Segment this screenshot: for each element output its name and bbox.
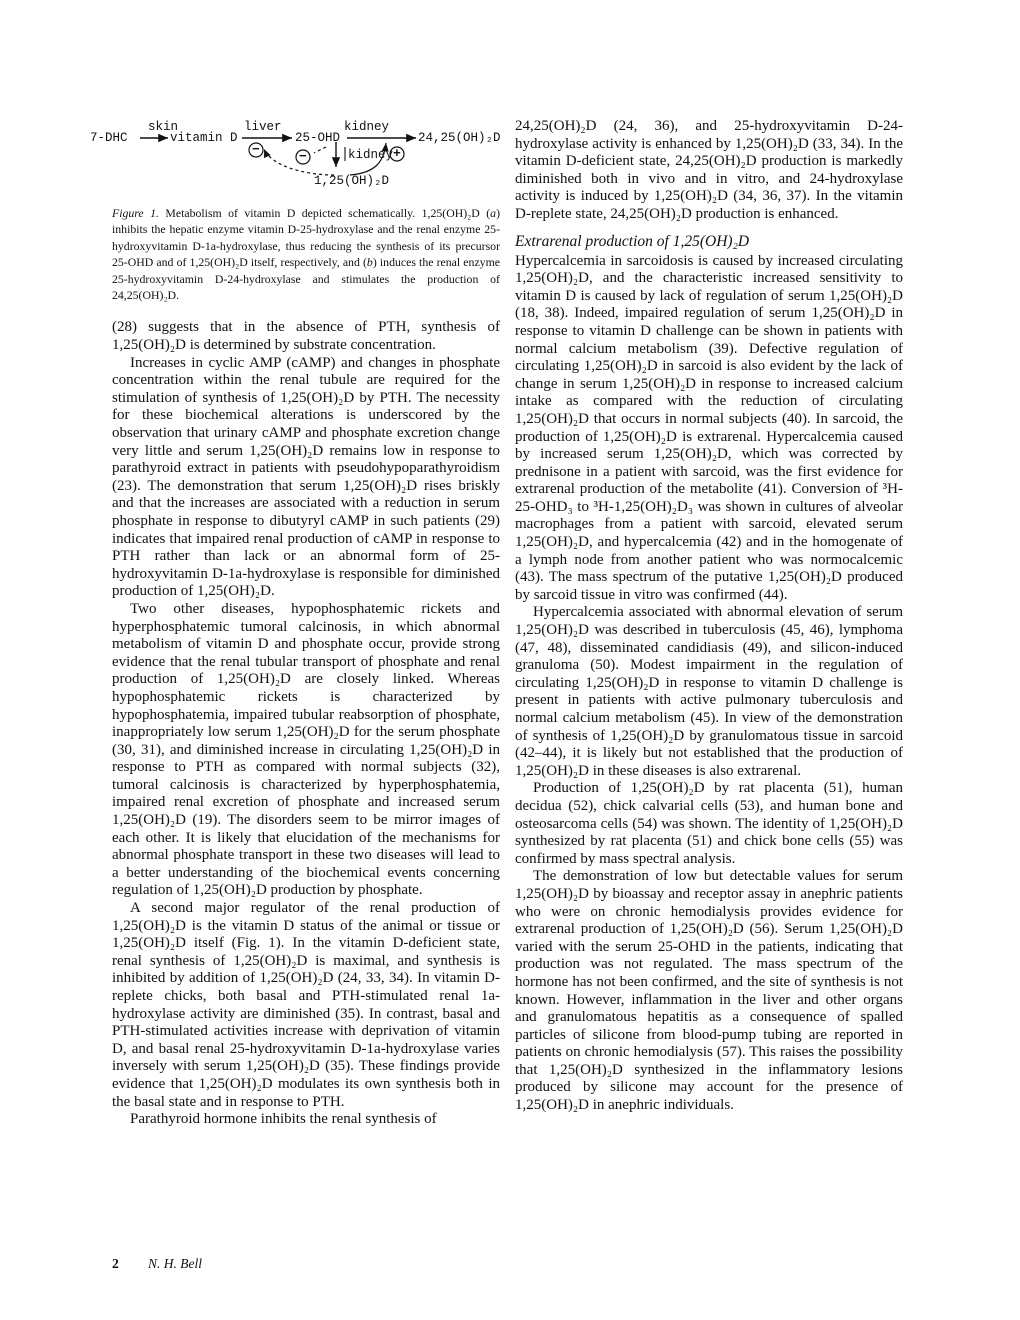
figure-1 — [90, 117, 501, 205]
caption-text: ) induces the renal enzyme 25-hydroxyvitamin D-24-hydroxylase and stimulates the production of 24,25(OH)₂D. — [112, 255, 500, 303]
label-24-25-oh2d: 24,25(OH)₂D — [418, 131, 501, 145]
minus-sign-kidney: − — [299, 149, 307, 164]
caption-label: Figure 1. — [112, 206, 159, 220]
label-liver: liver — [244, 120, 282, 134]
right-column — [515, 118, 903, 1115]
paragraph: Hypercalcemia in sarcoidosis is caused by increased circulating 1,25(OH)₂D, and the characteristic increased sensitivity to vitamin D is caused by lack of regulation of serum 1,25(OH)₂D (18, 38). Indeed, impaired regulation of serum 1,25(OH)₂D in response to vitamin D challenge can be shown in patients with normal calcium metabolism (39). Defective regulation of circulating 1,25(OH)₂D in sarcoid is also evident by the lack of change in serum 1,25(OH)₂D in response to increased calcium intake as compared with the reduction of circulating 1,25(OH)₂D that occurs in normal subjects (40). In sarcoid, the production of 1,25(OH)₂D is extrarenal. Hypercalcemia caused by increased serum 1,25(OH)₂D, which was corrected by prednisone in a patient with sarcoid, was the first evidence for extrarenal production of the metabolite (41). Conversion of ³H-25-OHD₃ to ³H-1,25(OH)₂D₃ was shown in cultures of alveolar macrophages from a patient with sarcoid, elevated serum 1,25(OH)₂D, and hypercalcemia (42) and in the homogenate of a lymph node from another patient who was normocalcemic (43). The mass spectrum of the putative 1,25(OH)₂D produced by sarcoid tissue in vitro was confirmed (44). — [515, 252, 903, 603]
label-1-25-oh2d: 1,25(OH)₂D — [314, 174, 390, 188]
page-number: 2 — [112, 1256, 119, 1271]
figure-caption — [112, 205, 500, 303]
paragraph: Two other diseases, hypophosphatemic rickets and hyperphosphatemic tumoral calcinosis, in which abnormal metabolism of vitamin D and phosphate occur, provide strong evidence that the renal tubular transport of phosphate and renal production of 1,25(OH)₂D are closely linked. Whereas hypophosphatemic rickets is characterized by hypophosphatemia, impaired tubular reabsorption of phosphate, inappropriately low serum 1,25(OH)₂D for the serum phosphate (30, 31), and diminished increase in circulating 1,25(OH)₂D in response to PTH as compared with normal subjects (32), tumoral calcinosis is characterized by hyperphosphatemia, impaired renal excretion of phosphate and increased serum 1,25(OH)₂D (19). The disorders seem to be mirror images of each other. It is likely that elucidation of the mechanisms for abnormal phosphate transport in these two diseases will lead to a better understanding of the biochemical events concerning regulation of 1,25(OH)₂D production by phosphate. — [112, 600, 500, 899]
page-footer — [112, 1256, 202, 1272]
caption-text: Metabolism of vitamin D depicted schematically. — [158, 206, 416, 220]
minus-sign-liver: − — [252, 142, 260, 157]
plus-sign: + — [393, 146, 401, 161]
left-column — [90, 117, 501, 1129]
paragraph: 24,25(OH)₂D (24, 36), and 25-hydroxyvitamin D-24-hydroxylase activity is enhanced by 1,25(OH)₂D (33, 34). In the vitamin D-deficient state, 24,25(OH)₂D production is markedly diminished both in vivo and in vitro, and 24-hydroxylase activity is induced by 1,25(OH)₂D (34, 36, 37). In the vitamin D-replete state, 24,25(OH)₂D production is enhanced. — [515, 118, 903, 222]
paragraph: Parathyroid hormone inhibits the renal synthesis of — [130, 1111, 437, 1128]
paragraph: (28) suggests that in the absence of PTH, synthesis of 1,25(OH)₂D is determined by substrate concentration. — [112, 319, 500, 354]
caption-text: a — [490, 206, 497, 220]
running-author: N. H. Bell — [148, 1256, 202, 1271]
caption-text: ) inhibits the hepatic enzyme vitamin D-25-hydroxylase and the renal enzyme 25-hydroxyvitamin D-1a-hydroxylase, thus reducing the synthesis of its precursor 25-OHD and of 1,25(OH)₂D itself, respectively, and ( — [112, 206, 500, 270]
paragraph: A second major regulator of the renal production of 1,25(OH)₂D is the vitamin D status of the animal or tissue or 1,25(OH)₂D itself (Fig. 1). In the vitamin D-deficient state, renal synthesis of 1,25(OH)₂D is maximal, and synthesis is inhibited by addition of 1,25(OH)₂D (24, 33, 34). In vitamin D-replete chicks, both basal and PTH-stimulated renal 1a-hydroxylase activity are diminished (35). In contrast, basal and PTH-stimulated activities increase with deprivation of vitamin D, and basal renal 25-hydroxyvitamin D-1a-hydroxylase varies inversely with serum 1,25(OH)₂D (35). These findings provide evidence that 1,25(OH)₂D modulates its own synthesis both in the basal state and in response to PTH. — [112, 900, 500, 1110]
label-kidney-inner: kidney — [348, 148, 394, 162]
label-vitamin-d: vitamin D — [170, 131, 238, 145]
section-heading: Extrarenal production of 1,25(OH)₂D — [515, 232, 750, 250]
label-skin: skin — [148, 120, 179, 134]
caption-text: 1,25(OH)₂D ( — [421, 206, 491, 220]
paragraph: The demonstration of low but detectable values for serum 1,25(OH)₂D by bioassay and receptor assay in anephric patients who were on chronic hemodialysis provides evidence for extrarenal production of 1,25(OH)₂D (56). Serum 1,25(OH)₂D varied with the serum 25-OHD in the patients, indicating that production was not regulated. The mass spectrum of the hormone has not been confirmed, and the site of synthesis is not known. However, inflammation in the liver and other organs and granulomatous hepatitis as a consequence of spalled particles of silicone from blood-pump tubing are reported in patients on chronic hemodialysis (57). This raises the possibility that 1,25(OH)₂D synthesized in the inflammatory lesions produced by silicone may account for the presence of 1,25(OH)₂D in anephric individuals. — [515, 868, 903, 1114]
paragraph: Production of 1,25(OH)₂D by rat placenta (51), human decidua (52), chick calvarial cells (53), and human bone and osteosarcoma cells (54) was shown. The identity of 1,25(OH)₂D synthesized by rat placenta (51) and chick bone cells (55) was confirmed by mass spectral analysis. — [515, 780, 903, 867]
label-7dhc: 7-DHC — [90, 131, 128, 145]
label-kidney: kidney — [344, 120, 390, 134]
label-25-ohd: 25-OHD — [295, 131, 341, 145]
paragraph: Increases in cyclic AMP (cAMP) and changes in phosphate concentration within the renal tubule are required for the stimulation of synthesis of 1,25(OH)₂D by PTH. The necessity for these biochemical alterations is underscored by the observation that urinary cAMP and phosphate excretion change very little and serum 1,25(OH)₂D remains low in response to parathyroid extract in patients with pseudohypoparathyroidism (23). The demonstration that serum 1,25(OH)₂D rises briskly and that the increases are associated with a reduction in serum phosphate in response to dibutyryl cAMP in such patients (29) indicates that impaired renal production of cAMP in response to PTH rather than lack or an abnormal form of 25-hydroxyvitamin D-1a-hydroxylase is responsible for diminished production of 1,25(OH)₂D. — [112, 354, 500, 600]
feedback-kidney-dashed — [314, 147, 326, 153]
paragraph: Hypercalcemia associated with abnormal elevation of serum 1,25(OH)₂D was described in tuberculosis (45, 46), lymphoma (47, 48), disseminated candidiasis (49), and silicon-induced granuloma (50). Modest impairment in the regulation of circulating 1,25(OH)₂D in response to vitamin D challenge is present in patients with active pulmonary tuberculosis and normal calcium metabolism (45). In view of the demonstration of synthesis of 1,25(OH)₂D by granulomatous tissue in sarcoid (42–44), it is likely but not established that the production of 1,25(OH)₂D in these diseases is also extrarenal. — [515, 604, 903, 779]
caption-text: b — [366, 255, 373, 270]
